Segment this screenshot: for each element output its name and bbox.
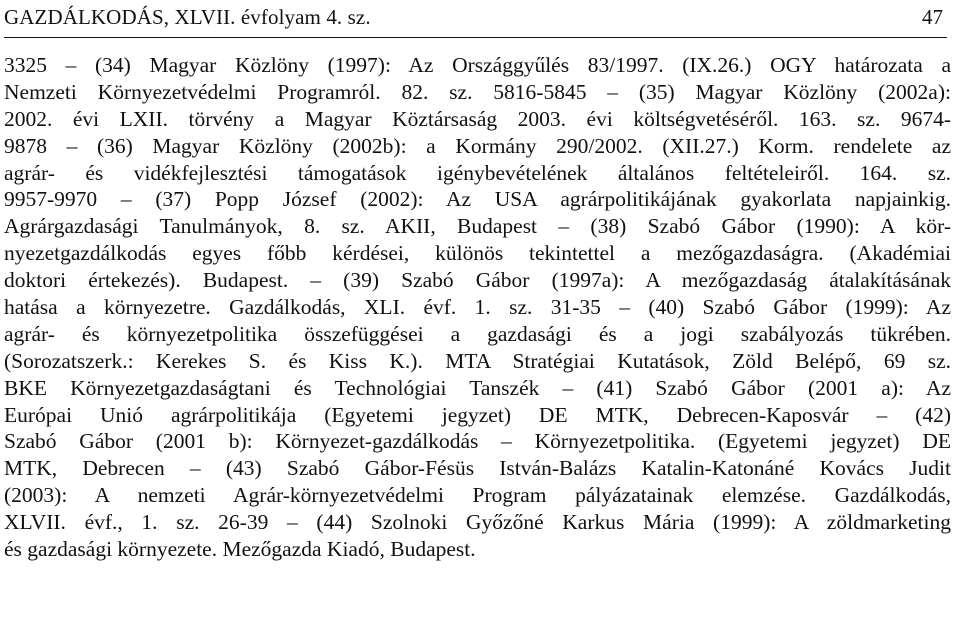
text-line: Agrárgazdasági Tanulmányok, 8. sz. AKII, Budapest – (38) Szabó Gábor (1990): A kör- [4, 214, 951, 239]
text-line: MTK, Debrecen – (43) Szabó Gábor-Fésüs István-Balázs Katalin-Katonáné Kovács Judit [4, 456, 951, 481]
text-line: BKE Környezetgazdaságtani és Technológiai Tanszék – (41) Szabó Gábor (2001 a): Az [4, 375, 951, 400]
journal-title: GAZDÁLKODÁS, XLVII. évfolyam 4. sz. [4, 5, 371, 29]
text-line: XLVII. évf., 1. sz. 26-39 – (44) Szolnoki Győzőné Karkus Mária (1999): A zöldmarketing [4, 510, 951, 535]
text-line: és gazdasági környezete. Mezőgazda Kiadó, Budapest. [4, 537, 476, 562]
references-paragraph [4, 52, 951, 563]
text-line: Szabó Gábor (2001 b): Környezet-gazdálkodás – Környezetpolitika. (Egyetemi jegyzet) DE [4, 429, 951, 454]
text-line: Európai Unió agrárpolitikája (Egyetemi jegyzet) DE MTK, Debrecen-Kaposvár – (42) [4, 402, 951, 427]
text-line: hatása a környezetre. Gazdálkodás, XLI. évf. 1. sz. 31-35 – (40) Szabó Gábor (1999): Az [4, 295, 951, 320]
text-line: agrár- és vidékfejlesztési támogatások igénybevételének általános feltételeiről. 164. sz. [4, 160, 951, 185]
text-line: doktori értekezés). Budapest. – (39) Szabó Gábor (1997a): A mezőgazdaság átalakításának [4, 268, 951, 293]
text-line: 3325 – (34) Magyar Közlöny (1997): Az Országgyűlés 83/1997. (IX.26.) OGY határozata a [4, 53, 951, 77]
text-line: nyezetgazdálkodás egyes főbb kérdései, különös tekintettel a mezőgazdaságra. (Akadémiai [4, 241, 951, 266]
running-header [4, 3, 947, 37]
text-line: 2002. évi LXII. törvény a Magyar Köztársaság 2003. évi költségvetéséről. 163. sz. 9674- [4, 106, 951, 131]
text-line: agrár- és környezetpolitika összefüggései a gazdasági és a jogi szabályozás tükrében. [4, 321, 951, 346]
header-rule [4, 37, 947, 38]
text-line: 9957-9970 – (37) Popp József (2002): Az USA agrárpolitikájának gyakorlata napjainkig. [4, 187, 951, 212]
page-number: 47 [922, 5, 943, 29]
text-line: 9878 – (36) Magyar Közlöny (2002b): a Kormány 290/2002. (XII.27.) Korm. rendelete az [4, 133, 951, 158]
text-line: (Sorozatszerk.: Kerekes S. és Kiss K.). MTA Stratégiai Kutatások, Zöld Belépő, 69 sz. [4, 348, 951, 373]
text-line: Nemzeti Környezetvédelmi Programról. 82. sz. 5816-5845 – (35) Magyar Közlöny (2002a): [4, 79, 951, 104]
text-line: (2003): A nemzeti Agrár-környezetvédelmi Program pályázatainak elemzése. Gazdálkodás, [4, 483, 951, 508]
